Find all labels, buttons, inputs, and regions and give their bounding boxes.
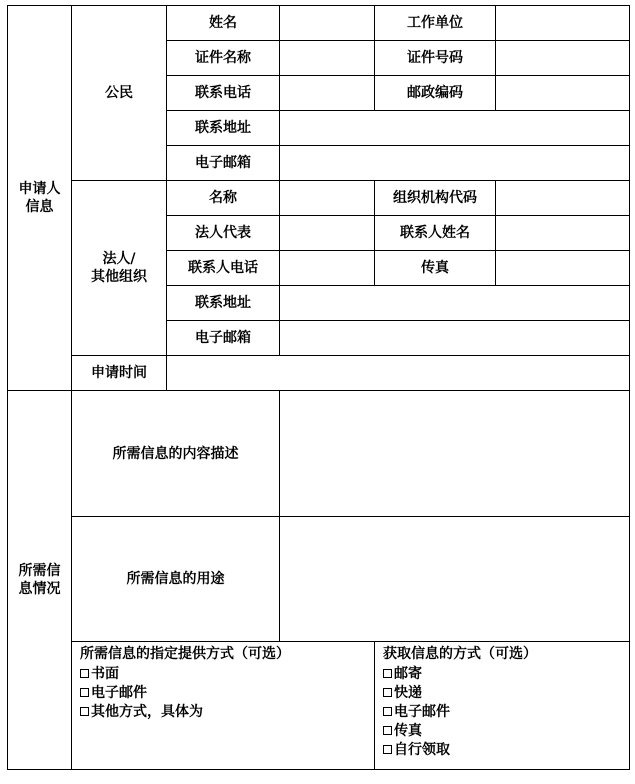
- contact-phone-label: 联系人电话: [167, 251, 280, 286]
- org-code-field[interactable]: [496, 181, 630, 216]
- org-address-label: 联系地址: [167, 286, 280, 321]
- citizen-name-field[interactable]: [280, 6, 375, 41]
- obtain-option-fax[interactable]: 传真: [383, 722, 629, 741]
- obtain-option-email[interactable]: 电子邮件: [383, 703, 629, 722]
- checkbox-icon[interactable]: [383, 707, 392, 716]
- requested-info-section-label: 所需信 息情况: [8, 391, 72, 770]
- checkbox-icon[interactable]: [80, 669, 89, 678]
- applicant-section-label: 申请人 信息: [8, 6, 72, 391]
- legal-person-label: 法人/ 其他组织: [72, 181, 167, 356]
- citizen-postal-code-field[interactable]: [496, 76, 630, 111]
- provide-method-title: 所需信息的指定提供方式（可选）: [80, 646, 290, 662]
- obtain-option-pickup[interactable]: 自行领取: [383, 741, 629, 760]
- representative-label: 法人代表: [167, 216, 280, 251]
- citizen-address-field[interactable]: [280, 111, 630, 146]
- contact-name-field[interactable]: [496, 216, 630, 251]
- obtain-option-express[interactable]: 快递: [383, 684, 629, 703]
- citizen-employer-field[interactable]: [496, 6, 630, 41]
- org-email-field[interactable]: [280, 321, 630, 356]
- citizen-name-label: 姓名: [167, 6, 280, 41]
- org-name-label: 名称: [167, 181, 280, 216]
- org-name-field[interactable]: [280, 181, 375, 216]
- content-description-label: 所需信息的内容描述: [72, 391, 280, 517]
- fax-field[interactable]: [496, 251, 630, 286]
- org-address-field[interactable]: [280, 286, 630, 321]
- checkbox-icon[interactable]: [383, 669, 392, 678]
- contact-name-label: 联系人姓名: [375, 216, 496, 251]
- obtain-method-cell: [375, 642, 630, 770]
- representative-field[interactable]: [280, 216, 375, 251]
- checkbox-icon[interactable]: [383, 688, 392, 697]
- purpose-label: 所需信息的用途: [72, 517, 280, 642]
- purpose-field[interactable]: [280, 517, 630, 642]
- fax-label: 传真: [375, 251, 496, 286]
- obtain-option-mail[interactable]: 邮寄: [383, 665, 629, 684]
- citizen-address-label: 联系地址: [167, 111, 280, 146]
- citizen-id-number-label: 证件号码: [375, 41, 496, 76]
- citizen-employer-label: 工作单位: [375, 6, 496, 41]
- citizen-postal-code-label: 邮政编码: [375, 76, 496, 111]
- citizen-phone-field[interactable]: [280, 76, 375, 111]
- checkbox-icon[interactable]: [80, 707, 89, 716]
- apply-time-label: 申请时间: [72, 356, 167, 391]
- checkbox-icon[interactable]: [383, 745, 392, 754]
- obtain-method-title: 获取信息的方式（可选）: [383, 646, 537, 662]
- citizen-email-field[interactable]: [280, 146, 630, 181]
- citizen-id-number-field[interactable]: [496, 41, 630, 76]
- checkbox-icon[interactable]: [80, 688, 89, 697]
- content-description-field[interactable]: [280, 391, 630, 517]
- provide-method-cell: [72, 642, 375, 770]
- org-code-label: 组织机构代码: [375, 181, 496, 216]
- application-form: [7, 5, 630, 770]
- org-email-label: 电子邮箱: [167, 321, 280, 356]
- citizen-label: 公民: [72, 6, 167, 181]
- checkbox-icon[interactable]: [383, 726, 392, 735]
- citizen-id-type-field[interactable]: [280, 41, 375, 76]
- contact-phone-field[interactable]: [280, 251, 375, 286]
- provide-option-paper[interactable]: 书面: [80, 665, 374, 684]
- apply-time-field[interactable]: [167, 356, 630, 391]
- citizen-id-type-label: 证件名称: [167, 41, 280, 76]
- provide-option-other[interactable]: 其他方式，具体为: [80, 703, 374, 722]
- citizen-phone-label: 联系电话: [167, 76, 280, 111]
- provide-option-email[interactable]: 电子邮件: [80, 684, 374, 703]
- citizen-email-label: 电子邮箱: [167, 146, 280, 181]
